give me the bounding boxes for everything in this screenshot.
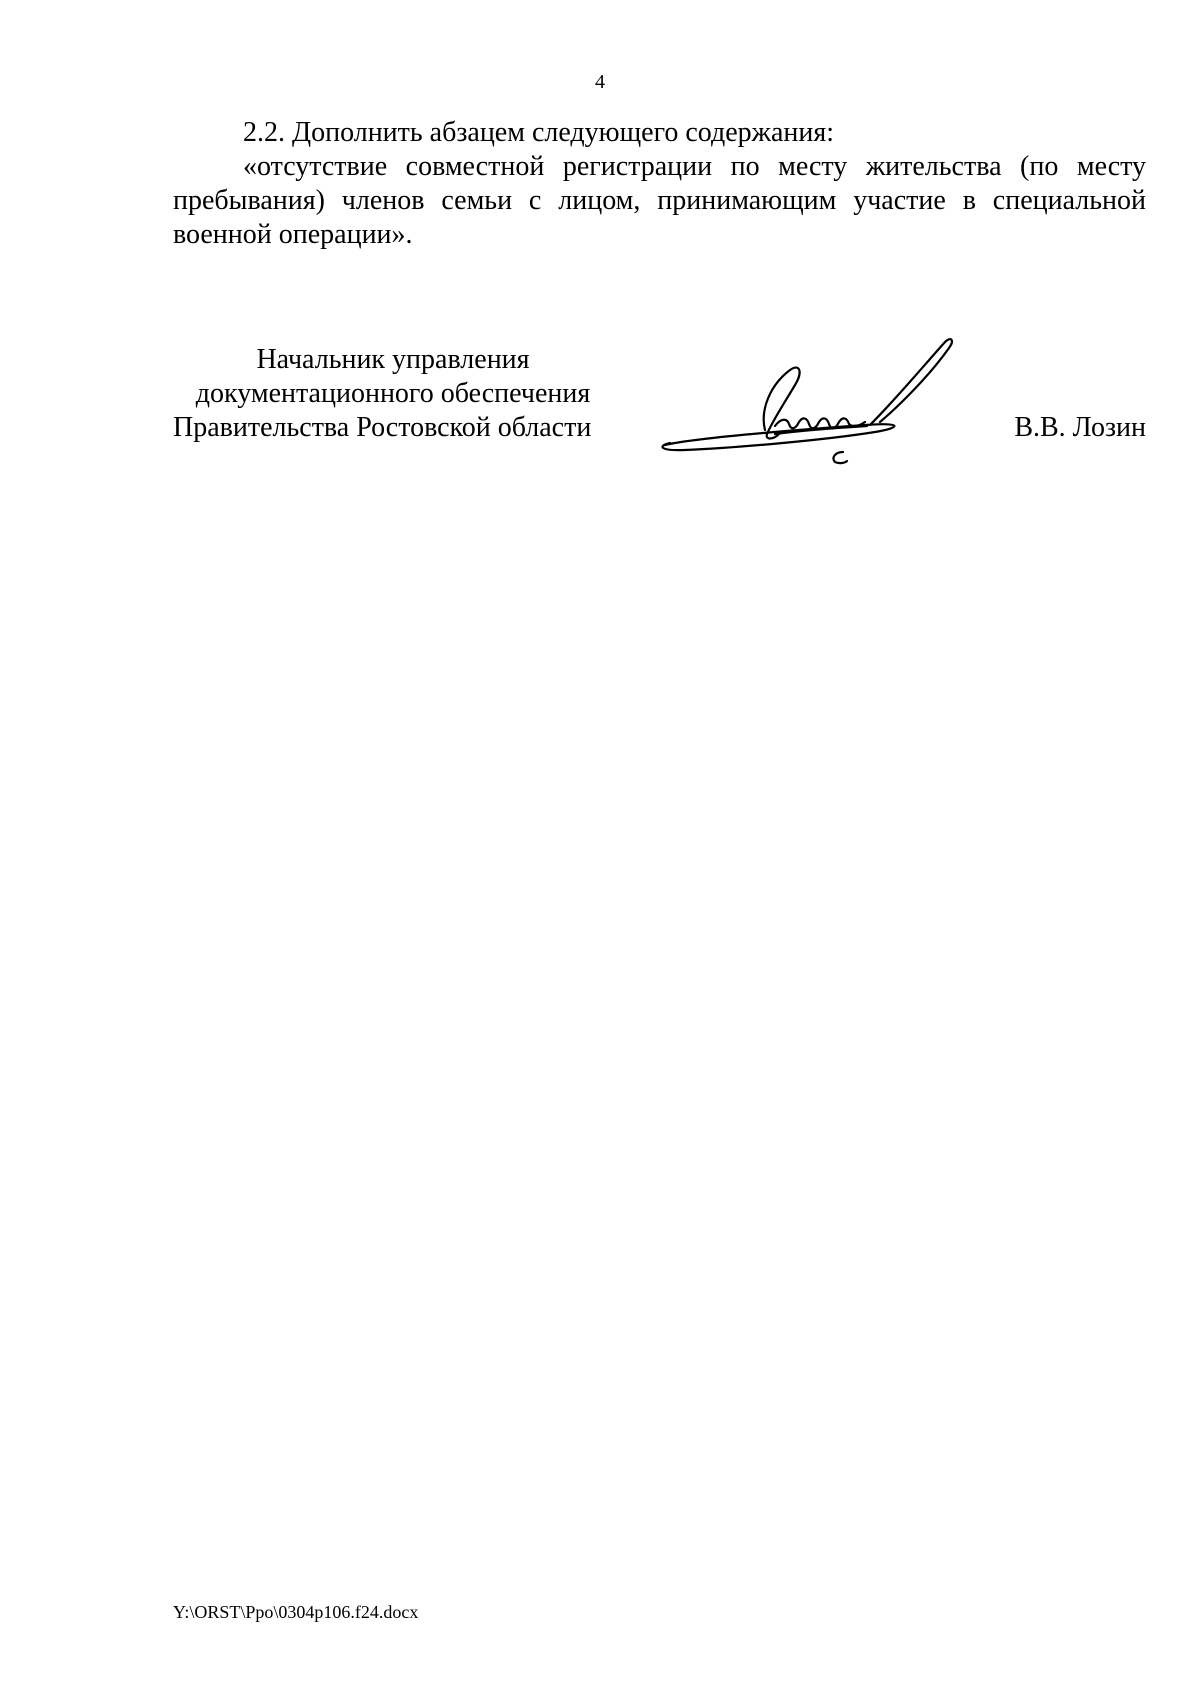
paragraph-amendment-heading: 2.2. Дополнить абзацем следующего содержания: bbox=[243, 117, 835, 148]
paragraph-amendment-text: «отсутствие совместной регистрации по месту жительства (по месту пребывания) членов семьи с лицом, принимающим участие в специальной военной операции». bbox=[173, 151, 1146, 250]
footer-file-path: Y:\ORST\Ppo\0304p106.f24.docx bbox=[173, 1602, 419, 1622]
position-line-3: Правительства Ростовской области bbox=[173, 412, 592, 443]
signer-name: В.В. Лозин bbox=[1014, 412, 1146, 443]
position-line-2: документационного обеспечения bbox=[195, 378, 591, 409]
page-number: 4 bbox=[595, 71, 605, 93]
handwritten-signature bbox=[655, 330, 985, 475]
document-body bbox=[173, 116, 1146, 252]
position-line-1: Начальник управления bbox=[256, 344, 530, 375]
signatory-position bbox=[173, 343, 613, 445]
